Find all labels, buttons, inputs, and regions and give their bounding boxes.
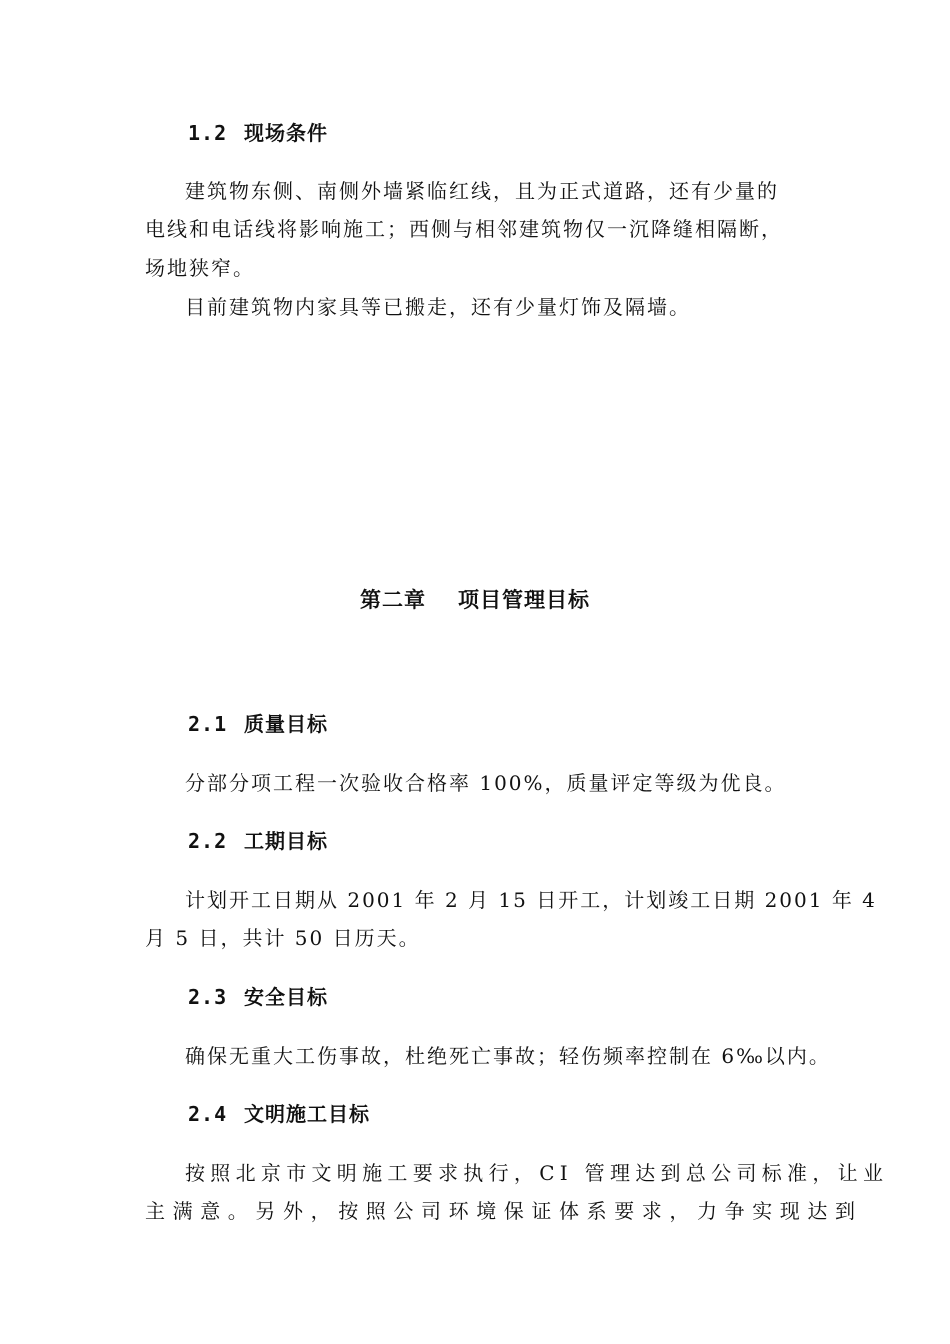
- paragraph-line: 计划开工日期从 2001 年 2 月 15 日开工，计划竣工日期 2001 年 4: [185, 888, 877, 912]
- paragraph-line: 建筑物东侧、南侧外墙紧临红线，且为正式道路，还有少量的: [185, 179, 779, 203]
- paragraph-line: 场地狭窄。: [145, 256, 255, 280]
- section-title: 现场条件: [244, 121, 328, 145]
- paragraph-line: 目前建筑物内家具等已搬走，还有少量灯饰及隔墙。: [185, 295, 691, 319]
- chapter-label: 第二章: [360, 587, 426, 612]
- section-number: 1.2: [188, 121, 228, 145]
- section-number: 2.4: [188, 1102, 228, 1126]
- paragraph-line: 按照北京市文明施工要求执行，CI 管理达到总公司标准，让业: [185, 1161, 889, 1185]
- paragraph-line: 确保无重大工伤事故，杜绝死亡事故；轻伤频率控制在 6‰以内。: [185, 1044, 831, 1068]
- chapter-name: 项目管理目标: [458, 587, 590, 612]
- section-number: 2.1: [188, 712, 228, 736]
- section-title: 工期目标: [244, 829, 328, 853]
- section-2-2-heading: [188, 825, 328, 854]
- section-2-4-heading: [188, 1098, 370, 1127]
- chapter-title: [0, 584, 950, 614]
- section-2-1-heading: [188, 708, 328, 737]
- section-number: 2.3: [188, 985, 228, 1009]
- paragraph-line: 月 5 日，共计 50 日历天。: [145, 926, 421, 950]
- section-1-2-heading: [188, 117, 328, 146]
- section-title: 文明施工目标: [244, 1102, 370, 1126]
- section-2-3-heading: [188, 981, 328, 1010]
- paragraph-line: 电线和电话线将影响施工；西侧与相邻建筑物仅一沉降缝相隔断，: [145, 217, 783, 241]
- paragraph-line: 主满意。另外，按照公司环境保证体系要求，力争实现达到: [145, 1199, 863, 1223]
- paragraph-line: 分部分项工程一次验收合格率 100%，质量评定等级为优良。: [185, 771, 787, 795]
- section-title: 质量目标: [244, 712, 328, 736]
- section-number: 2.2: [188, 829, 228, 853]
- section-title: 安全目标: [244, 985, 328, 1009]
